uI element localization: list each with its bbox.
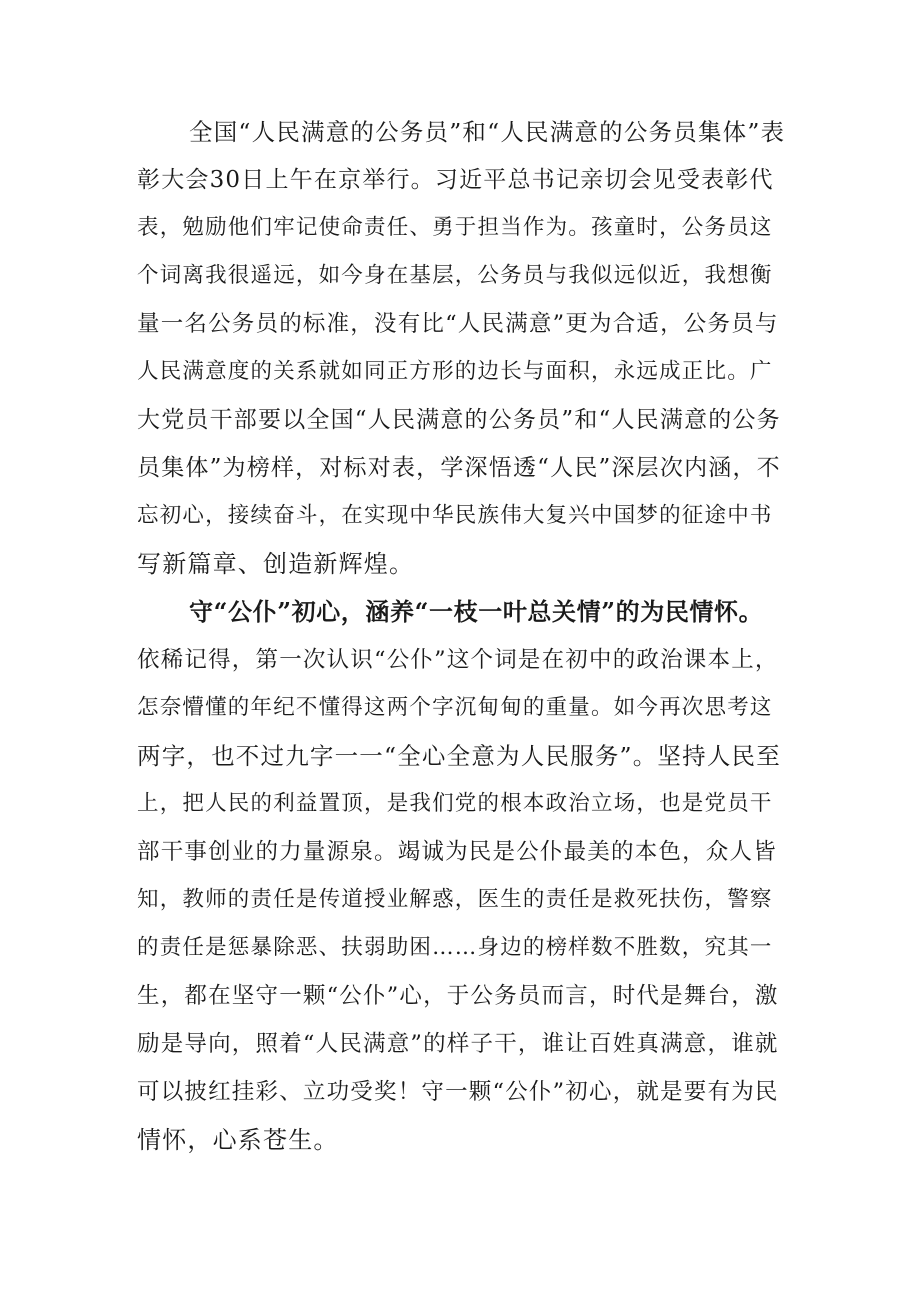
paragraph-2-line: 怎奈懵懂的年纪不懂得这两个字沉甸甸的重量。如今再次思考这 — [137, 695, 773, 720]
paragraph-2-line: 部干事创业的力量源泉。竭诚为民是公仆最美的本色，众人皆 — [137, 839, 777, 865]
paragraph-2-line: 情怀，心系苍生。 — [137, 1126, 339, 1154]
paragraph-1-line: 忘初心，接续奋斗，在实现中华民族伟大复兴中国梦的征途中书 — [137, 503, 773, 528]
section-heading: 守“公仆”初心，涵养“一枝一叶总关情”的为民情怀。 — [189, 597, 764, 626]
paragraph-2-line: 依稀记得，第一次认识“公仆”这个词是在初中的政治课本上， — [137, 647, 779, 673]
paragraph-2-line: 生，都在坚守一颗“公仆”心，于公务员而言，时代是舞台，激 — [137, 983, 779, 1009]
paragraph-1-line: 彰大会30日上午在京举行。习近平总书记亲切会见受表彰代 — [137, 167, 774, 193]
paragraph-2-line: 的责任是惩暴除恶、扶弱助困……身边的榜样数不胜数，究其一 — [137, 935, 773, 960]
paragraph-2-line: 上，把人民的利益置顶，是我们党的根本政治立场，也是党员干 — [137, 791, 773, 816]
paragraph-1-line: 表，勉励他们牢记使命责任、勇于担当作为。孩童时，公务员这 — [137, 215, 773, 240]
paragraph-2-line: 知，教师的责任是传道授业解惑，医生的责任是救死扶伤，警察 — [137, 887, 773, 912]
paragraph-1-line: 全国“人民满意的公务员”和“人民满意的公务员集体”表 — [189, 118, 786, 146]
paragraph-1-line: 写新篇章、创造新辉煌。 — [137, 550, 415, 578]
paragraph-2-line: 可以披红挂彩、立功受奖！守一颗“公仆”初心，就是要有为民 — [137, 1079, 779, 1105]
paragraph-2-line: 励是导向，照着“人民满意”的样子干，谁让百姓真满意，谁就 — [137, 1031, 779, 1057]
paragraph-1-line: 人民满意度的关系就如同正方形的边长与面积，永远成正比。广 — [137, 359, 773, 384]
paragraph-2-line: 两字，也不过九字一一“全心全意为人民服务”。坚持人民至 — [137, 742, 781, 770]
paragraph-1-line: 大党员干部要以全国“人民满意的公务员”和“人民满意的公务 — [137, 407, 781, 433]
paragraph-1-line: 员集体”为榜样，对标对表，学深悟透“人民”深层次内涵，不 — [137, 455, 781, 481]
paragraph-1-line: 量一名公务员的标准，没有比“人民满意”更为合适，公务员与 — [137, 311, 779, 337]
paragraph-1-line: 个词离我很遥远，如今身在基层，公务员与我似远似近，我想衡 — [137, 263, 773, 288]
